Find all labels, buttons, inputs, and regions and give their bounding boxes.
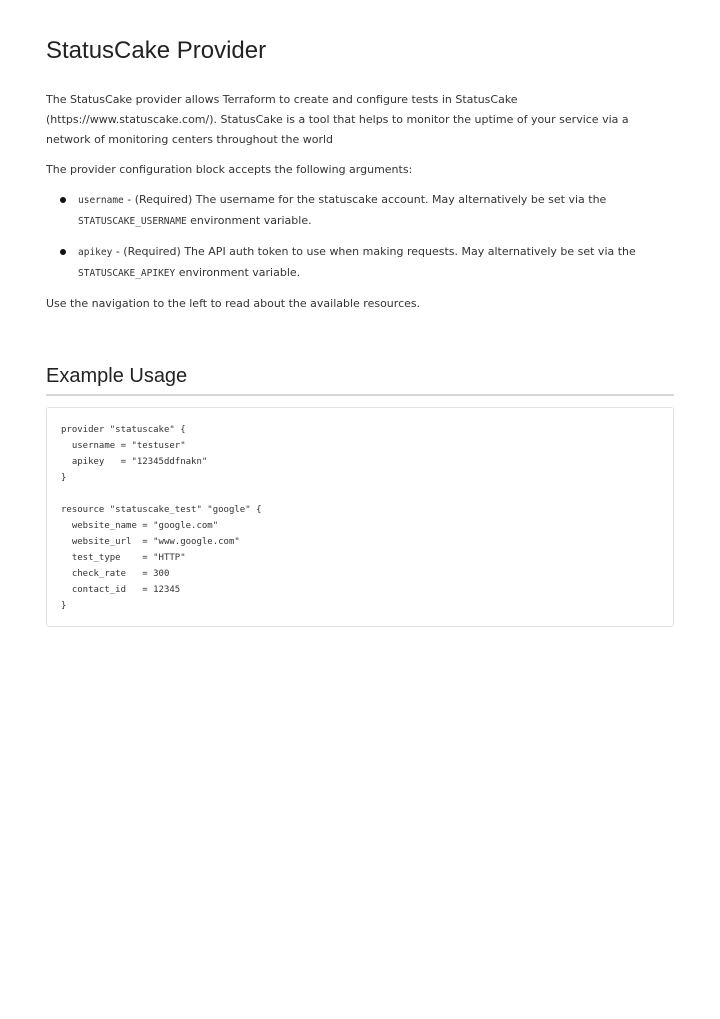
page-title: StatusCake Provider — [46, 37, 267, 64]
argument-suffix: environment variable. — [175, 266, 301, 279]
bullet-icon — [60, 197, 66, 203]
argument-name: apikey — [78, 247, 113, 258]
argument-description: - (Required) The username for the statuscake account. May alternatively be set via the — [123, 193, 607, 206]
argument-env-var: STATUSCAKE_APIKEY — [78, 268, 176, 279]
argument-env-var: STATUSCAKE_USERNAME — [78, 216, 187, 227]
bullet-icon — [60, 249, 66, 255]
code-block[interactable]: provider "statuscake" { username = "testuser" apikey = "12345ddfnakn" } resource "statuscake_test" "google" { website_name = "google.com" website_url = "www.google.com" test_type = "HTTP" check_rate = 300 contact_id = 12345 } — [46, 407, 674, 627]
arguments-lead: The provider configuration block accepts the following arguments: — [46, 163, 413, 176]
list-item — [46, 190, 674, 232]
argument-suffix: environment variable. — [186, 214, 312, 227]
navigation-note: Use the navigation to the left to read about the available resources. — [46, 297, 421, 310]
list-item — [46, 242, 674, 284]
argument-description: - (Required) The API auth token to use when making requests. May alternatively be set via the — [112, 245, 636, 258]
section-heading-example-usage: Example Usage — [46, 363, 674, 396]
intro-paragraph: The StatusCake provider allows Terraform to create and configure tests in StatusCake (https://www.statuscake.com/). StatusCake is a tool that helps to monitor the uptime of your service via a network of monitoring centers throughout the world — [46, 93, 629, 146]
arguments-list — [46, 190, 674, 284]
argument-name: username — [78, 195, 124, 206]
